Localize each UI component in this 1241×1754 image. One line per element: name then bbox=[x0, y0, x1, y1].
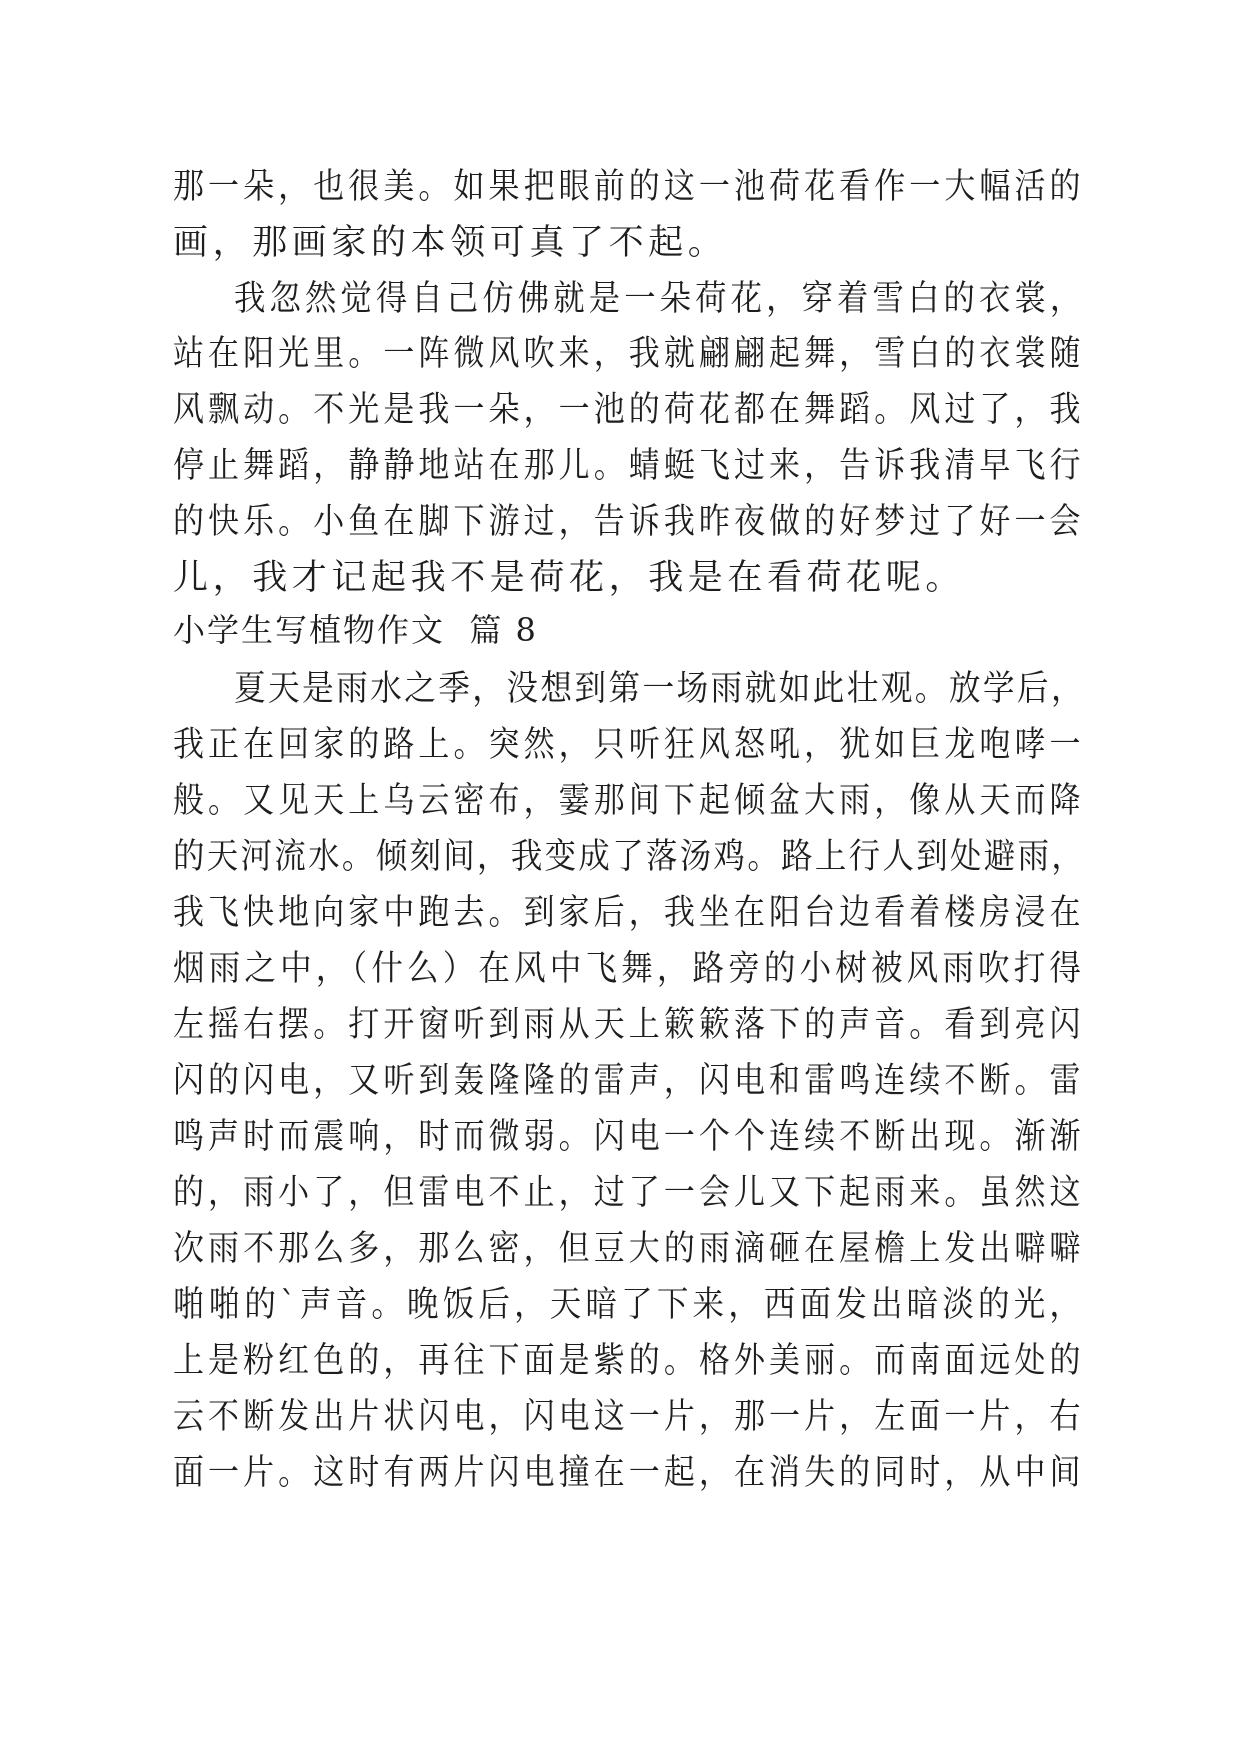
text-line bbox=[0, 157, 1241, 217]
text-line bbox=[0, 1163, 1241, 1223]
text-line bbox=[0, 1051, 1241, 1111]
paragraph-text: 我飞快地向家中跑去。到家后，我坐在阳台边看着楼房浸在 bbox=[173, 893, 1085, 933]
text-line bbox=[0, 380, 1241, 440]
text-line bbox=[0, 1219, 1241, 1279]
text-line bbox=[0, 939, 1241, 999]
paragraph-text: 停止舞蹈，静静地站在那儿。蜻蜓飞过来，告诉我清早飞行 bbox=[173, 446, 1085, 486]
paragraph-text: 风飘动。不光是我一朵，一池的荷花都在舞蹈。风过了，我 bbox=[173, 390, 1085, 430]
paragraph-text: 面一片。这时有两片闪电撞在一起，在消失的同时，从中间 bbox=[173, 1453, 1085, 1493]
paragraph-text: 画，那画家的本领可真了不起。 bbox=[173, 223, 728, 263]
paragraph-text: 鸣声时而震响，时而微弱。闪电一个个连续不断出现。渐渐 bbox=[173, 1117, 1085, 1157]
text-line bbox=[0, 324, 1241, 384]
paragraph-text: 的快乐。小鱼在脚下游过，告诉我昨夜做的好梦过了好一会 bbox=[173, 502, 1085, 542]
text-line bbox=[0, 659, 1241, 719]
paragraph-text: 左摇右摆。打开窗听到雨从天上簌簌落下的声音。看到亮闪 bbox=[173, 1005, 1085, 1045]
paragraph-text: 我正在回家的路上。突然，只听狂风怒吼，犹如巨龙咆哮一 bbox=[173, 725, 1085, 765]
paragraph-text: 闪的闪电，又听到轰隆隆的雷声，闪电和雷鸣连续不断。雷 bbox=[173, 1061, 1085, 1101]
text-line bbox=[0, 883, 1241, 943]
paragraph-text: 那一朵，也很美。如果把眼前的这一池荷花看作一大幅活的 bbox=[173, 167, 1085, 207]
paragraph-text: 般。又见天上乌云密布，霎那间下起倾盆大雨，像从天而降 bbox=[173, 781, 1085, 821]
text-line bbox=[0, 269, 1241, 329]
paragraph-text: 的，雨小了，但雷电不止，过了一会儿又下起雨来。虽然这 bbox=[173, 1173, 1085, 1213]
text-line bbox=[0, 1443, 1241, 1503]
paragraph-text: 儿，我才记起我不是荷花，我是在看荷花呢。 bbox=[173, 558, 966, 598]
heading-line bbox=[0, 600, 1241, 660]
section-heading: 小学生写植物作文 篇 8 bbox=[173, 611, 538, 649]
paragraph-text: 上是粉红色的，再往下面是紫的。格外美丽。而南面远处的 bbox=[173, 1341, 1085, 1381]
text-line bbox=[0, 436, 1241, 496]
text-line bbox=[0, 1387, 1241, 1447]
paragraph-text: 次雨不那么多，那么密，但豆大的雨滴砸在屋檐上发出噼噼 bbox=[173, 1229, 1085, 1269]
text-line bbox=[0, 213, 1241, 273]
text-line bbox=[0, 771, 1241, 831]
paragraph-text: 云不断发出片状闪电，闪电这一片，那一片，左面一片，右 bbox=[173, 1397, 1085, 1437]
paragraph-text: 我忽然觉得自己仿佛就是一朵荷花，穿着雪白的衣裳， bbox=[234, 279, 1086, 319]
text-line bbox=[0, 1275, 1241, 1335]
text-line bbox=[0, 548, 1241, 608]
paragraph-text: 站在阳光里。一阵微风吹来，我就翩翩起舞，雪白的衣裳随 bbox=[173, 334, 1085, 374]
text-line bbox=[0, 492, 1241, 552]
paragraph-text: 烟雨之中，（什么）在风中飞舞，路旁的小树被风雨吹打得 bbox=[173, 949, 1086, 989]
paragraph-text: 啪啪的`声音。晚饭后，天暗了下来，西面发出暗淡的光， bbox=[173, 1285, 1086, 1325]
text-line bbox=[0, 827, 1241, 887]
text-line bbox=[0, 715, 1241, 775]
text-line bbox=[0, 1107, 1241, 1167]
text-line bbox=[0, 1331, 1241, 1391]
text-line bbox=[0, 995, 1241, 1055]
paragraph-text: 的天河流水。倾刻间，我变成了落汤鸡。路上行人到处避雨， bbox=[173, 837, 1086, 877]
paragraph-text: 夏天是雨水之季，没想到第一场雨就如此壮观。放学后， bbox=[234, 669, 1085, 709]
